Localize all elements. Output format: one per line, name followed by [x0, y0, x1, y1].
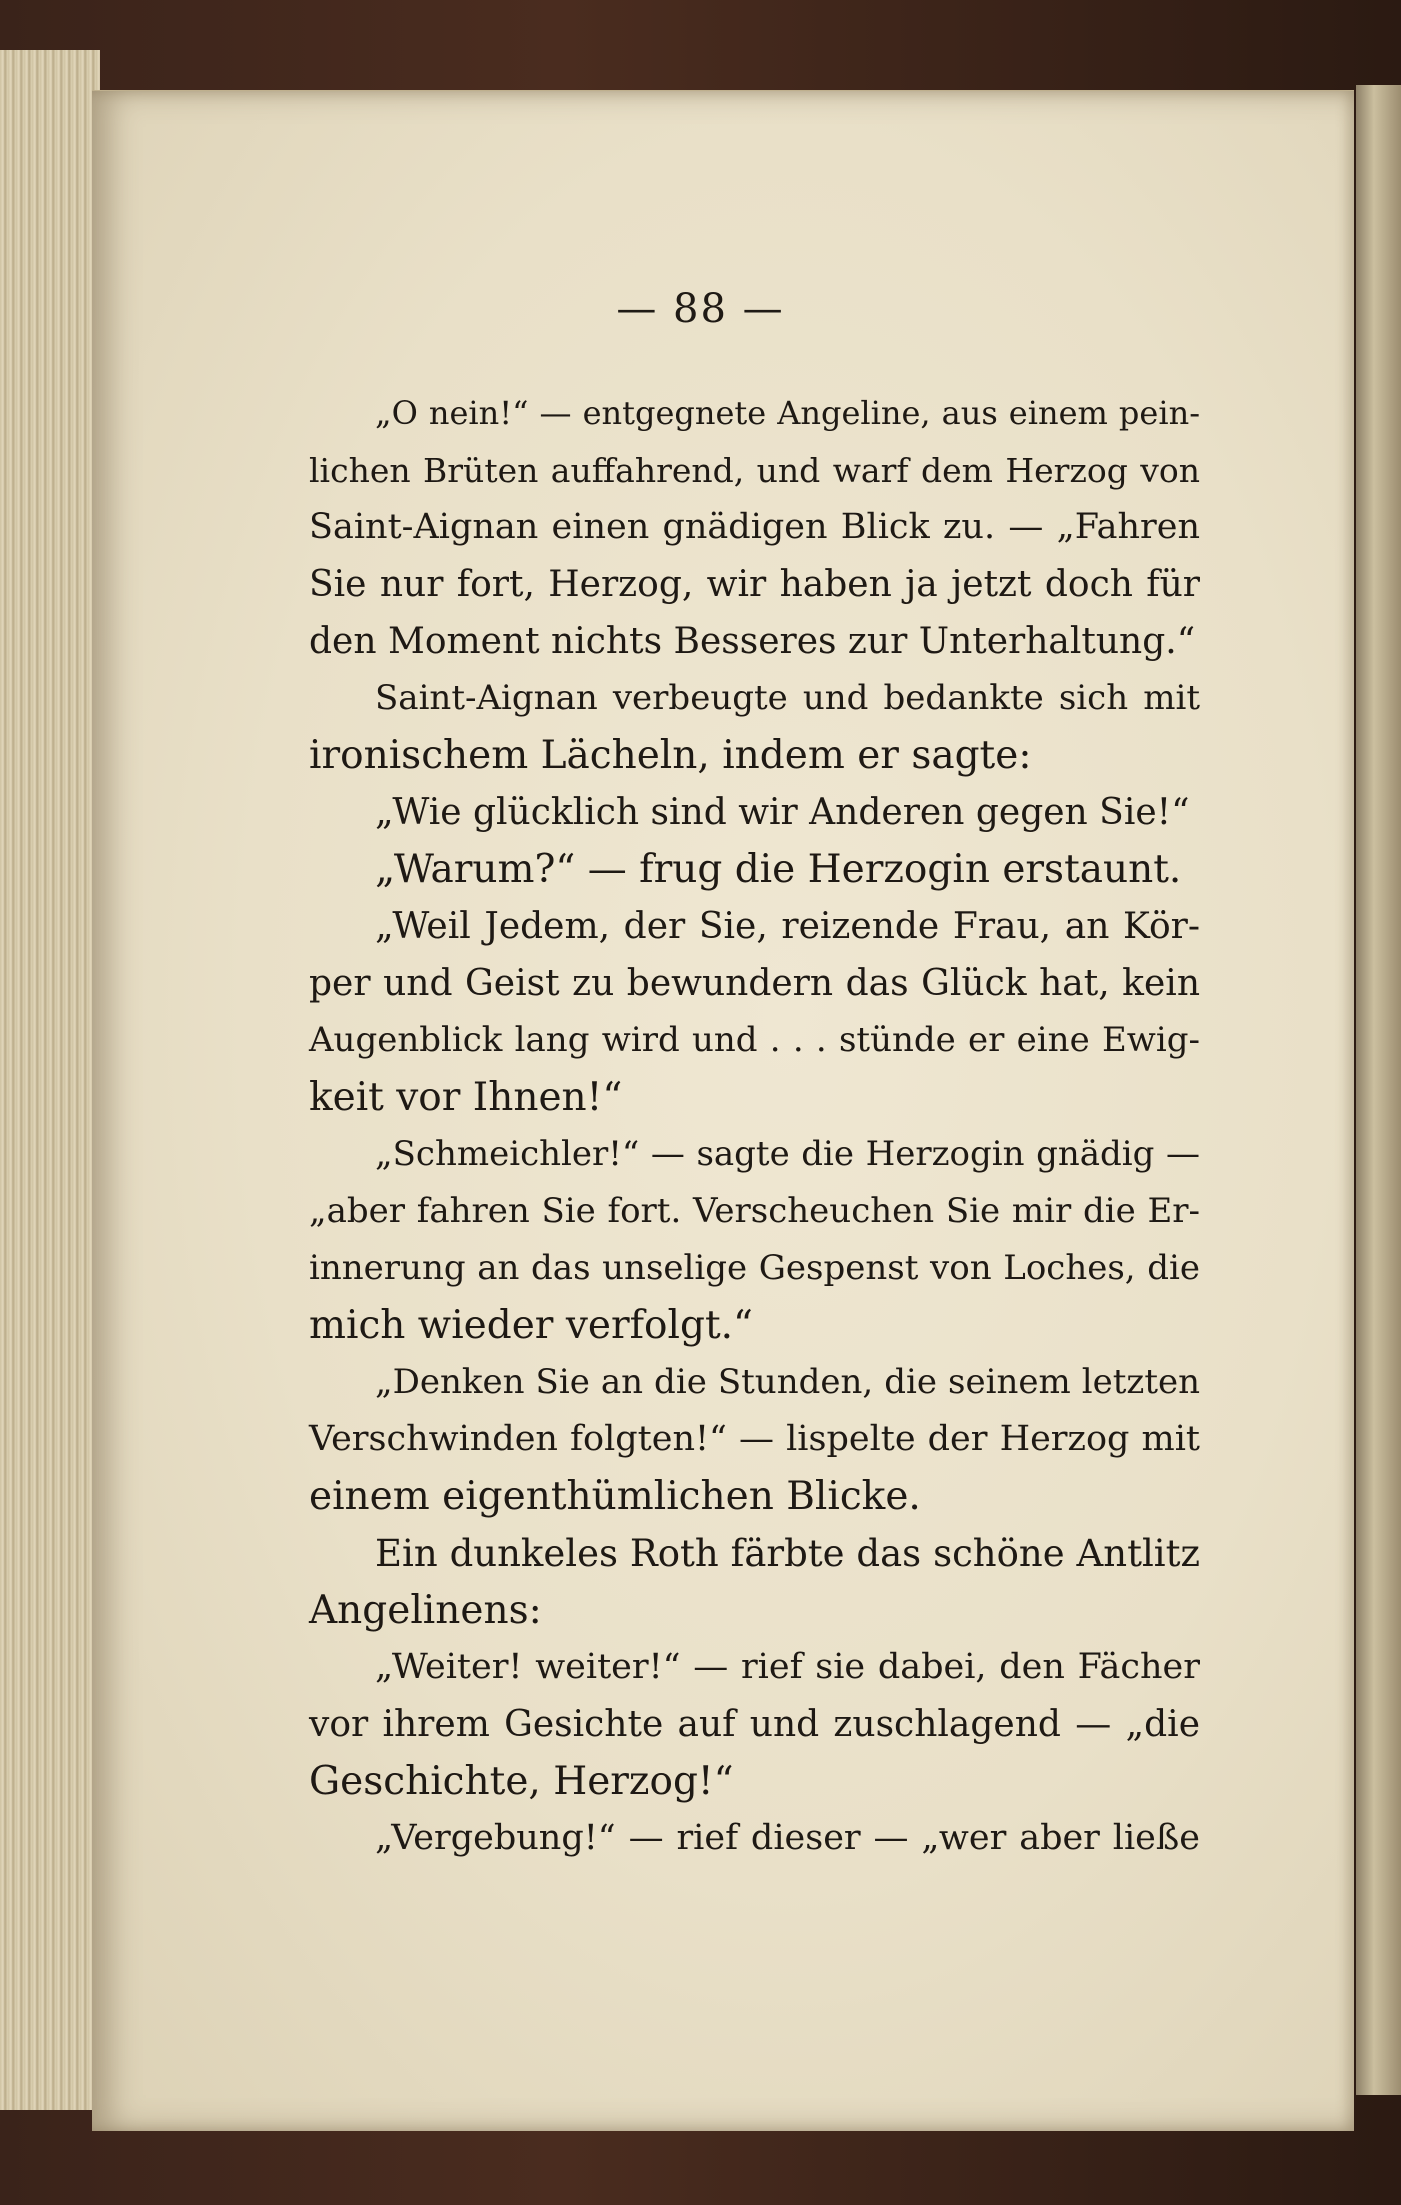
text-line: „Weiter! weiter!“ — rief sie dabei, den Fächer — [375, 1647, 1200, 1687]
text-line: Angelinens: — [309, 1588, 542, 1633]
text-line: einem eigenthümlichen Blicke. — [309, 1474, 921, 1519]
text-line: „Weil Jedem, der Sie, reizende Frau, an Kör- — [375, 906, 1200, 947]
text-line: „O nein!“ — entgegnete Angeline, aus einem pein- — [375, 394, 1200, 432]
text-line: Sie nur fort, Herzog, wir haben ja jetzt doch für — [309, 564, 1200, 605]
text-line: „Schmeichler!“ — sagte die Herzogin gnädig — — [375, 1134, 1200, 1174]
text-line: ironischem Lächeln, indem er sagte: — [309, 733, 1032, 778]
text-line: lichen Brüten auffahrend, und warf dem Herzog von — [309, 451, 1200, 490]
text-line: mich wieder verfolgt.“ — [309, 1303, 753, 1348]
text-line: keit vor Ihnen!“ — [309, 1075, 623, 1120]
text-line: „Wie glücklich sind wir Anderen gegen Sie!“ — [375, 792, 1190, 833]
text-line: Ein dunkeles Roth färbte das schöne Antlitz — [375, 1532, 1200, 1575]
text-line: „Warum?“ — frug die Herzogin erstaunt. — [375, 847, 1182, 892]
text-line: Saint-Aignan einen gnädigen Blick zu. — „Fahren — [309, 507, 1200, 547]
text-line: per und Geist zu bewundern das Glück hat, kein — [309, 963, 1200, 1004]
page-text — [309, 385, 1200, 1867]
text-line: „Vergebung!“ — rief dieser — „wer aber ließe — [375, 1818, 1200, 1858]
text-line: „Denken Sie an die Stunden, die seinem letzten — [375, 1362, 1200, 1402]
page-number: — 88 — — [616, 286, 785, 332]
next-page-edge — [1356, 85, 1401, 2095]
text-line: Augenblick lang wird und . . . stünde er eine Ewig- — [309, 1020, 1200, 1060]
text-line: „aber fahren Sie fort. Verscheuchen Sie mir die Er- — [309, 1191, 1200, 1231]
text-line: Saint-Aignan verbeugte und bedankte sich mit — [375, 678, 1200, 718]
page-stack-edge — [0, 50, 100, 2110]
text-line: vor ihrem Gesichte auf und zuschlagend — „die — [309, 1704, 1200, 1745]
text-line: den Moment nichts Besseres zur Unterhaltung.“ — [309, 621, 1196, 662]
text-line: Verschwinden folgten!“ — lispelte der Herzog mit — [309, 1419, 1200, 1459]
text-line: Geschichte, Herzog!“ — [309, 1759, 734, 1804]
text-line: innerung an das unselige Gespenst von Loches, die — [309, 1248, 1200, 1288]
